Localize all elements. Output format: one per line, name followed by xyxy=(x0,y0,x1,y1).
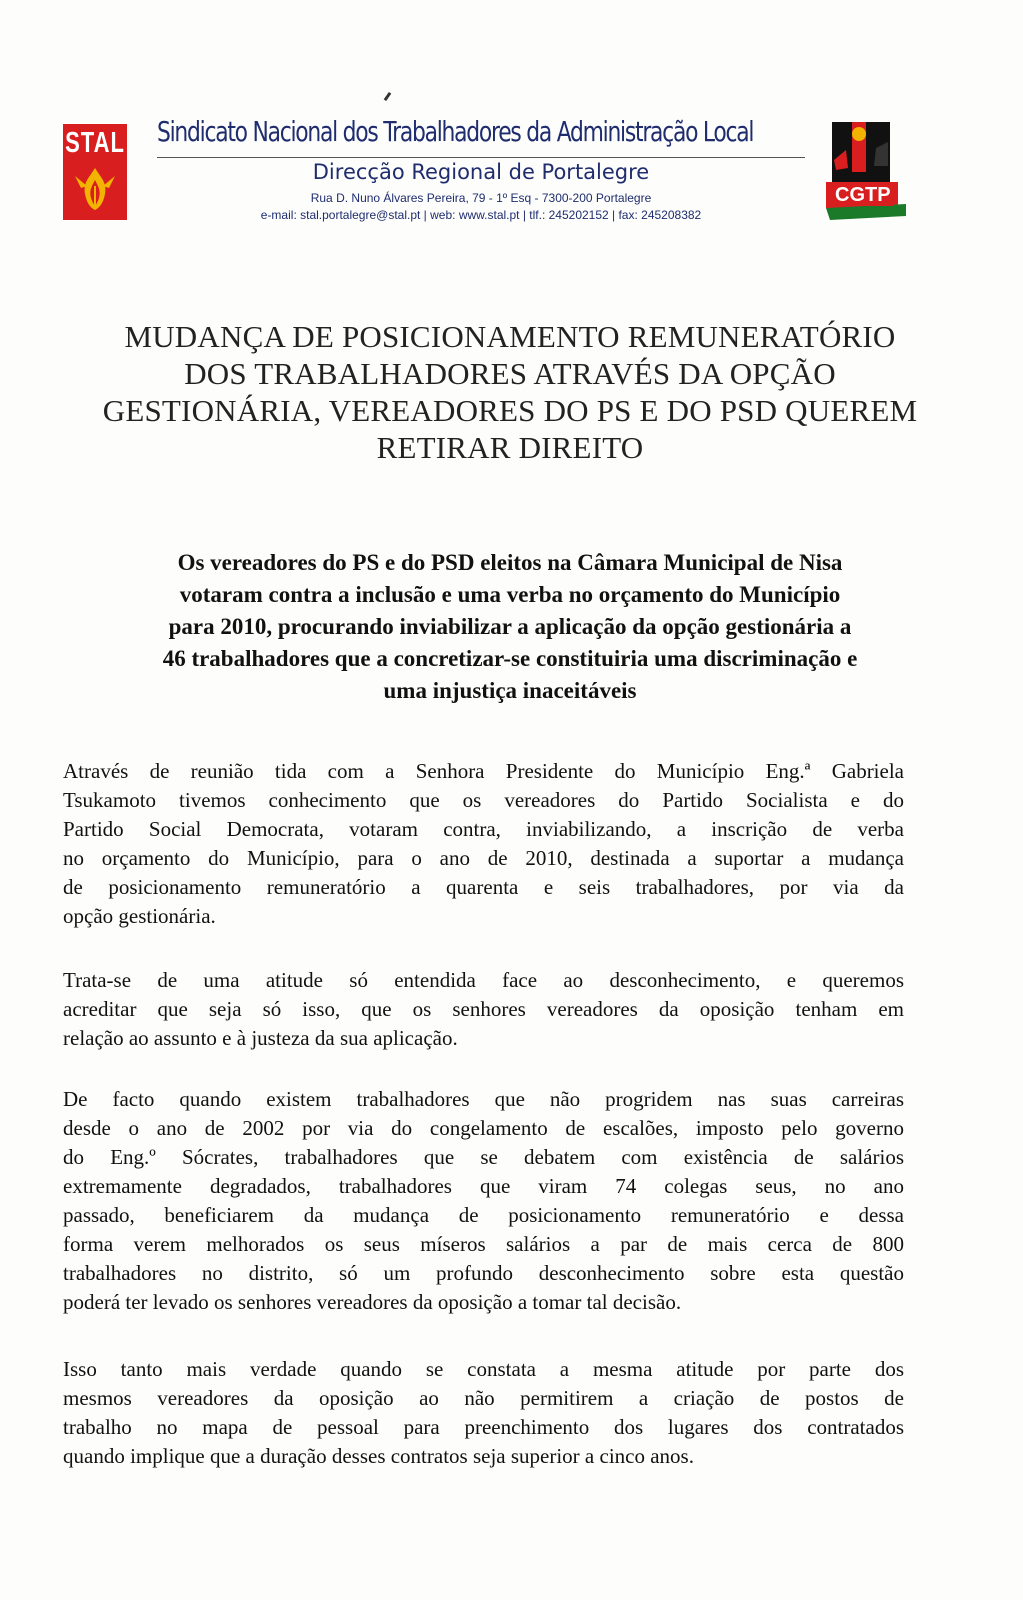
paragraph-line: forma verem melhorados os seus míseros salários a par de mais cerca de 800 xyxy=(63,1232,904,1256)
body-paragraph-2 xyxy=(63,966,904,1053)
cgtp-logo-text: CGTP xyxy=(832,184,894,206)
paragraph-line: quando implique que a duração desses contratos seja superior a cinco anos. xyxy=(63,1444,694,1468)
paragraph-line: Isso tanto mais verdade quando se constata a mesma atitude por parte dos xyxy=(63,1357,904,1381)
address: Rua D. Nuno Álvares Pereira, 79 - 1º Esq - 7300-200 Portalegre xyxy=(310,191,652,205)
union-name: Sindicato Nacional dos Trabalhadores da Administração Local xyxy=(157,115,754,148)
lead-line: 46 trabalhadores que a concretizar-se constituiria uma discriminação e xyxy=(162,646,858,671)
paragraph-line: mesmos vereadores da oposição ao não permitirem a criação de postos de xyxy=(63,1386,904,1410)
paragraph-line: relação ao assunto e à justeza da sua aplicação. xyxy=(63,1026,458,1050)
paragraph-line: acreditar que seja só isso, que os senhores vereadores da oposição tenham em xyxy=(63,997,904,1021)
stal-logo xyxy=(63,124,127,220)
paragraph-line: trabalho no mapa de pessoal para preenchimento dos lugares dos contratados xyxy=(63,1415,904,1439)
paragraph-line: Trata-se de uma atitude só entendida face ao desconhecimento, e queremos xyxy=(63,968,904,992)
paragraph-line: desde o ano de 2002 por via do congelamento de escalões, imposto pelo governo xyxy=(63,1116,904,1140)
lead-line: votaram contra a inclusão e uma verba no orçamento do Município xyxy=(179,582,841,607)
paragraph-line: no orçamento do Município, para o ano de 2010, destinada a suportar a mudança xyxy=(63,846,904,870)
body-paragraph-1 xyxy=(63,757,904,931)
paragraph-line: Tsukamoto tivemos conhecimento que os vereadores do Partido Socialista e do xyxy=(63,788,904,812)
regional-direction: Direcção Regional de Portalegre xyxy=(312,160,650,184)
title-line: GESTIONÁRIA, VEREADORES DO PS E DO PSD QUEREM xyxy=(102,393,918,428)
paragraph-line: Partido Social Democrata, votaram contra, inviabilizando, a inscrição de verba xyxy=(63,817,904,841)
paragraph-line: trabalhadores no distrito, só um profundo desconhecimento sobre esta questão xyxy=(63,1261,904,1285)
lead-line: Os vereadores do PS e do PSD eleitos na Câmara Municipal de Nisa xyxy=(177,550,843,575)
paragraph-line: passado, beneficiarem da mudança de posicionamento remuneratório e dessa xyxy=(63,1203,904,1227)
document-title xyxy=(60,318,960,466)
title-line: DOS TRABALHADORES ATRAVÉS DA OPÇÃO xyxy=(184,356,836,391)
paragraph-line: extremamente degradados, trabalhadores que viram 74 colegas seus, no ano xyxy=(63,1174,904,1198)
paragraph-line: do Eng.º Sócrates, trabalhadores que se debatem com existência de salários xyxy=(63,1145,904,1169)
paragraph-line: De facto quando existem trabalhadores que não progridem nas suas carreiras xyxy=(63,1087,904,1111)
header-divider xyxy=(157,157,805,158)
lead-line: para 2010, procurando inviabilizar a aplicação da opção gestionária a xyxy=(168,614,852,639)
flame-emblem-icon xyxy=(71,164,119,214)
body-paragraph-3 xyxy=(63,1085,904,1317)
cgtp-logo-icon xyxy=(826,120,906,222)
lead-line: uma injustiça inaceitáveis xyxy=(383,678,637,703)
paragraph-line: opção gestionária. xyxy=(63,904,216,928)
title-line: RETIRAR DIREITO xyxy=(376,430,644,465)
contacts: e-mail: stal.portalegre@stal.pt | web: www.stal.pt | tlf.: 245202152 | fax: 245208382 xyxy=(260,208,702,222)
stray-mark xyxy=(384,92,392,101)
stal-logo-text: STAL xyxy=(65,126,125,159)
paragraph-line: Através de reunião tida com a Senhora Presidente do Município Eng.ª Gabriela xyxy=(63,759,904,783)
lead-paragraph xyxy=(60,547,960,707)
body-paragraph-4 xyxy=(63,1355,904,1471)
title-line: MUDANÇA DE POSICIONAMENTO REMUNERATÓRIO xyxy=(124,319,896,354)
paragraph-line: poderá ter levado os senhores vereadores da oposição a tomar tal decisão. xyxy=(63,1290,682,1314)
paragraph-line: de posicionamento remuneratório a quarenta e seis trabalhadores, por via da xyxy=(63,875,904,899)
